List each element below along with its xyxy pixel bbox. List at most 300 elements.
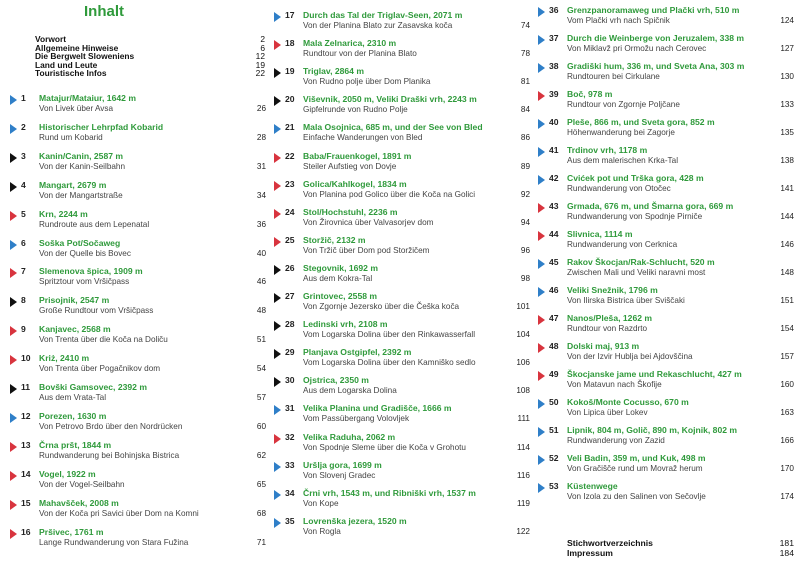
toc-entry[interactable] <box>8 527 266 557</box>
tour-page: 154 <box>780 324 794 333</box>
tour-page: 26 <box>256 104 266 113</box>
tour-number: 48 <box>549 341 559 351</box>
tour-route: Von Ilirska Bistrica über Sviščaki <box>567 296 685 305</box>
difficulty-black-triangle-icon <box>274 349 281 359</box>
difficulty-blue-triangle-icon <box>538 259 545 269</box>
tour-title: Prisojnik, 2547 m <box>39 295 110 306</box>
difficulty-black-triangle-icon <box>274 293 281 303</box>
difficulty-red-triangle-icon <box>538 203 545 213</box>
front-matter-page: 22 <box>255 68 265 79</box>
tour-number: 3 <box>21 150 26 161</box>
front-matter-label: Allgemeine Hinweise <box>35 42 119 53</box>
tour-route: Von Rogla <box>303 526 341 536</box>
tour-route: Von Planina pod Golico über die Koča na Golici <box>303 189 476 199</box>
tour-title: Boč, 978 m <box>567 89 613 99</box>
tour-route: Lange Rundwanderung von Stara Fužina <box>39 537 189 547</box>
toc-entry[interactable] <box>536 369 794 399</box>
tour-title: Grmada, 676 m, und Šmarna gora, 669 m <box>567 201 734 211</box>
difficulty-red-triangle-icon <box>538 371 545 381</box>
tour-title: Baba/Frauenkogel, 1891 m <box>303 150 412 161</box>
tour-route: Gipfelrunde von Rudno Polje <box>303 105 408 115</box>
back-matter-list <box>567 538 794 558</box>
toc-entry[interactable] <box>8 324 266 354</box>
toc-entry[interactable] <box>536 201 794 231</box>
tour-route: Von Petrovo Brdo über den Nordrücken <box>39 421 183 431</box>
front-matter-item[interactable] <box>35 69 265 78</box>
tour-number: 42 <box>549 173 559 183</box>
tour-title: Durch die Weinberge von Jeruzalem, 338 m <box>567 33 745 43</box>
toc-entry[interactable] <box>272 66 530 96</box>
toc-entry[interactable] <box>272 432 530 462</box>
tour-page: 81 <box>520 77 530 87</box>
toc-entry[interactable] <box>8 382 266 412</box>
tour-route: Rundwanderung von Otočec <box>567 184 671 193</box>
toc-entry[interactable] <box>8 93 266 123</box>
tour-page: 71 <box>256 537 266 547</box>
toc-entry[interactable] <box>536 285 794 315</box>
toc-entry[interactable] <box>8 411 266 441</box>
tour-number: 14 <box>21 468 31 479</box>
toc-entry[interactable] <box>272 488 530 518</box>
tour-number: 23 <box>285 178 295 189</box>
tour-number: 29 <box>285 347 295 358</box>
tour-page: 89 <box>520 161 530 171</box>
tour-page: 68 <box>256 508 266 518</box>
toc-entry[interactable] <box>272 10 530 40</box>
toc-entry[interactable] <box>8 209 266 239</box>
tour-route: Von der Vogel-Seilbahn <box>39 479 125 489</box>
difficulty-blue-triangle-icon <box>538 63 545 73</box>
tour-route: Aus dem malerischen Krka-Tal <box>567 156 679 165</box>
back-matter-page: 181 <box>779 538 794 548</box>
toc-entry[interactable] <box>536 89 794 119</box>
tour-title: Cvićek pot und Trška gora, 428 m <box>567 173 704 183</box>
tour-page: 114 <box>516 442 530 452</box>
tour-title: Matajur/Mataiur, 1642 m <box>39 93 136 103</box>
difficulty-blue-triangle-icon <box>538 427 545 437</box>
difficulty-blue-triangle-icon <box>538 35 545 45</box>
tour-title: Trdinov vrh, 1178 m <box>567 145 648 155</box>
difficulty-blue-triangle-icon <box>10 240 17 250</box>
difficulty-blue-triangle-icon <box>10 95 17 105</box>
difficulty-red-triangle-icon <box>538 231 545 241</box>
tour-route: Von Trenta über die Koča na Doliču <box>39 335 168 345</box>
difficulty-blue-triangle-icon <box>10 413 17 423</box>
tour-page: 106 <box>516 358 530 368</box>
difficulty-red-triangle-icon <box>10 355 17 365</box>
toc-entry[interactable] <box>8 295 266 325</box>
tour-page: 28 <box>256 132 266 142</box>
front-matter-page: 12 <box>255 51 265 62</box>
tour-number: 41 <box>549 145 559 155</box>
tour-title: Dolski maj, 913 m <box>567 341 640 351</box>
tour-route: Zwischen Mali und Veliki naravni most <box>567 268 706 277</box>
tour-title: Viševnik, 2050 m, Veliki Draški vrh, 2243 m <box>303 94 477 105</box>
tour-route: Rundwanderung von Spodnje Pirniče <box>567 212 703 221</box>
tour-number: 45 <box>549 257 559 267</box>
tour-number: 30 <box>285 375 295 386</box>
tour-title: Gradiški hum, 336 m, und Sveta Ana, 303 m <box>567 61 745 71</box>
difficulty-blue-triangle-icon <box>274 124 281 134</box>
difficulty-red-triangle-icon <box>10 442 17 452</box>
tour-number: 21 <box>285 122 295 133</box>
tour-title: Kanin/Canin, 2587 m <box>39 150 124 161</box>
tour-number: 7 <box>21 266 26 277</box>
toc-entry[interactable] <box>536 5 794 35</box>
difficulty-red-triangle-icon <box>10 326 17 336</box>
tour-route: Von der Izvir Hublja bei Ajdovščina <box>567 352 693 361</box>
tour-route: Von Gračišče rund um Movraž herum <box>567 464 703 473</box>
tour-number: 11 <box>21 382 31 392</box>
difficulty-black-triangle-icon <box>274 265 281 275</box>
tour-page: 157 <box>780 352 794 361</box>
tour-number: 49 <box>549 369 559 379</box>
tour-route: Rundwanderung von Zazid <box>567 436 665 445</box>
toc-entry[interactable] <box>272 122 530 152</box>
tour-title: Kokoš/Monte Cocusso, 670 m <box>567 397 689 407</box>
toc-entry[interactable] <box>536 257 794 287</box>
tour-number: 40 <box>549 117 559 127</box>
tour-number: 16 <box>21 526 31 537</box>
difficulty-red-triangle-icon <box>274 153 281 163</box>
tour-title: Durch das Tal der Triglav-Seen, 2071 m <box>303 10 463 20</box>
tour-number: 19 <box>285 66 295 77</box>
tour-route: Aus dem Vrata-Tal <box>39 393 107 402</box>
tour-route: Von Tržič über Dom pod Storžičem <box>303 245 430 255</box>
tour-title: Uršlja gora, 1699 m <box>303 459 382 470</box>
tour-page: 148 <box>780 268 794 277</box>
tour-page: 48 <box>256 306 266 316</box>
tour-title: Soška Pot/Sočaweg <box>39 237 121 248</box>
difficulty-blue-triangle-icon <box>538 287 545 297</box>
difficulty-red-triangle-icon <box>10 500 17 510</box>
tour-title: Triglav, 2864 m <box>303 66 364 77</box>
difficulty-red-triangle-icon <box>274 434 281 444</box>
tour-route: Von Miklavž pri Ormožu nach Cerovec <box>567 44 707 53</box>
tour-page: 130 <box>780 72 794 81</box>
tour-number: 53 <box>549 481 559 491</box>
front-matter-label: Land und Leute <box>35 59 98 70</box>
difficulty-red-triangle-icon <box>10 529 17 539</box>
tour-number: 36 <box>549 5 559 15</box>
tour-title: Mala Zelnarica, 2310 m <box>303 38 397 49</box>
tour-number: 25 <box>285 234 295 245</box>
tour-page: 101 <box>516 302 530 311</box>
tour-route: Von Slovenj Gradec <box>303 470 376 480</box>
toc-entry[interactable] <box>272 151 530 181</box>
toc-entry[interactable] <box>272 375 530 405</box>
tour-page: 98 <box>520 273 530 283</box>
tour-number: 9 <box>21 324 26 335</box>
back-matter-label: Stichwortverzeichnis <box>567 538 653 548</box>
toc-entry[interactable] <box>536 117 794 147</box>
tour-title: Slivnica, 1114 m <box>567 229 633 239</box>
tour-number: 33 <box>285 459 295 470</box>
difficulty-black-triangle-icon <box>10 182 17 192</box>
tour-route: Von der Kanin-Seilbahn <box>39 161 126 171</box>
tour-number: 24 <box>285 206 295 217</box>
front-matter-label: Vorwort <box>35 34 67 44</box>
tour-title: Črni vrh, 1543 m, und Ribniški vrh, 1537 m <box>303 487 476 498</box>
tour-title: Mangart, 2679 m <box>39 179 107 190</box>
tour-number: 4 <box>21 179 26 190</box>
front-matter-list <box>35 35 265 78</box>
tour-number: 26 <box>285 262 295 273</box>
tour-title: Veliki Snežnik, 1796 m <box>567 285 658 295</box>
difficulty-black-triangle-icon <box>10 384 17 394</box>
toc-entry[interactable] <box>536 341 794 371</box>
tour-number: 28 <box>285 319 295 330</box>
tour-number: 27 <box>285 291 295 301</box>
toc-column-3 <box>536 0 794 562</box>
tour-title: Mala Osojnica, 685 m, und der See von Bled <box>303 122 483 133</box>
tour-route: Rundroute aus dem Lepenatal <box>39 219 150 229</box>
difficulty-blue-triangle-icon <box>10 124 17 134</box>
difficulty-red-triangle-icon <box>274 181 281 191</box>
tour-number: 43 <box>549 201 559 211</box>
tour-route: Aus dem Logarska Dolina <box>303 386 397 396</box>
toc-entry[interactable] <box>536 33 794 63</box>
tour-page: 84 <box>520 105 530 115</box>
tour-route: Rundwanderung von Cerknica <box>567 240 678 249</box>
tour-page: 36 <box>256 219 266 229</box>
tour-title: Golica/Kahlkogel, 1834 m <box>303 178 407 189</box>
tour-route: Vom Passübergang Volovljek <box>303 414 410 424</box>
toc-entry[interactable] <box>536 397 794 427</box>
toc-entry[interactable] <box>8 266 266 296</box>
tour-title: Planjava Ostgipfel, 2392 m <box>303 347 412 358</box>
tour-page: 127 <box>780 44 794 53</box>
tour-page: 135 <box>780 128 794 137</box>
toc-entry[interactable] <box>272 347 530 377</box>
tour-route: Rundtouren bei Cirkulane <box>567 72 660 81</box>
toc-entry[interactable] <box>536 425 794 455</box>
tour-page: 141 <box>780 184 794 193</box>
toc-entry[interactable] <box>536 145 794 175</box>
difficulty-blue-triangle-icon <box>274 405 281 415</box>
toc-entry[interactable] <box>536 453 794 483</box>
tour-number: 8 <box>21 295 26 306</box>
front-matter-page: 19 <box>255 59 265 70</box>
tour-route: Von Rudno polje über Dom Planika <box>303 77 431 87</box>
tour-page: 116 <box>516 470 530 480</box>
tour-route: Von der Koča pri Savici über Dom na Komni <box>39 508 199 518</box>
tour-page: 57 <box>256 393 266 402</box>
toc-entry[interactable] <box>272 319 530 349</box>
tour-number: 10 <box>21 353 31 364</box>
tour-page: 54 <box>256 364 266 374</box>
tour-page: 60 <box>256 421 266 431</box>
tour-title: Küstenwege <box>567 481 618 491</box>
tour-title: Ledinski vrh, 2108 m <box>303 319 388 330</box>
tour-title: Velika Raduha, 2062 m <box>303 431 396 442</box>
toc-entry[interactable] <box>8 238 266 268</box>
tour-page: 65 <box>256 479 266 489</box>
toc-column-2 <box>272 0 530 562</box>
toc-entry[interactable] <box>272 516 530 546</box>
difficulty-blue-triangle-icon <box>538 147 545 157</box>
difficulty-red-triangle-icon <box>274 209 281 219</box>
tour-route: Von Žirovnica über Valvasorjev dom <box>303 217 434 227</box>
toc-entry[interactable] <box>272 460 530 490</box>
tour-route: Vom Plački vrh nach Spičnik <box>567 16 670 25</box>
tour-route: Rundtour von Zgornje Poljčane <box>567 100 680 109</box>
tour-route: Von Lipica über Lokev <box>567 408 648 417</box>
tour-title: Pršivec, 1761 m <box>39 526 104 537</box>
difficulty-black-triangle-icon <box>10 153 17 163</box>
page-title: Inhalt <box>84 3 124 20</box>
front-matter-page: 2 <box>260 34 265 44</box>
tour-route: Rundtour von Razdrto <box>567 324 648 333</box>
tour-page: 170 <box>780 464 794 473</box>
difficulty-black-triangle-icon <box>274 96 281 106</box>
tour-title: Kriż, 2410 m <box>39 353 90 364</box>
tour-number: 47 <box>549 313 559 323</box>
tour-page: 160 <box>780 380 794 389</box>
tour-title: Storžič, 2132 m <box>303 234 366 245</box>
difficulty-red-triangle-icon <box>538 315 545 325</box>
toc-entry[interactable] <box>536 481 794 511</box>
tour-title: Nanos/Pleša, 1262 m <box>567 313 653 323</box>
toc-entry[interactable] <box>272 403 530 433</box>
front-matter-label: Die Bergwelt Sloweniens <box>35 51 135 62</box>
tour-number: 38 <box>549 61 559 71</box>
back-matter-item[interactable] <box>567 548 794 558</box>
tour-number: 44 <box>549 229 559 239</box>
tour-page: 151 <box>780 296 794 305</box>
tour-number: 12 <box>21 410 31 421</box>
tour-page: 62 <box>256 450 266 460</box>
difficulty-blue-triangle-icon <box>274 12 281 22</box>
tour-route: Höhenwanderung bei Zagorje <box>567 128 675 137</box>
tour-page: 133 <box>780 100 794 109</box>
difficulty-black-triangle-icon <box>10 297 17 307</box>
tour-page: 78 <box>520 49 530 59</box>
difficulty-red-triangle-icon <box>10 471 17 481</box>
tour-page: 122 <box>516 526 530 536</box>
toc-entry[interactable] <box>272 38 530 68</box>
tour-title: Bovški Gamsovec, 2392 m <box>39 382 147 392</box>
difficulty-red-triangle-icon <box>10 211 17 221</box>
tour-title: Velika Planina und Gradišče, 1666 m <box>303 403 452 414</box>
tour-title: Rakov Škocjan/Rak-Schlucht, 520 m <box>567 257 715 267</box>
toc-entry[interactable] <box>272 263 530 293</box>
tour-page: 138 <box>780 156 794 165</box>
tour-number: 5 <box>21 208 26 219</box>
tour-page: 174 <box>780 492 794 501</box>
tour-page: 51 <box>256 335 266 345</box>
toc-entry[interactable] <box>8 440 266 470</box>
tour-title: Pleše, 866 m, und Sveta gora, 852 m <box>567 117 715 127</box>
tour-page: 163 <box>780 408 794 417</box>
tour-page: 86 <box>520 133 530 143</box>
tour-route: Von Spodnje Sleme über die Koča v Grohotu <box>303 442 466 452</box>
tour-number: 1 <box>21 93 26 103</box>
toc-column-1 <box>8 0 266 562</box>
toc-entry[interactable] <box>8 180 266 210</box>
toc-entry[interactable] <box>8 151 266 181</box>
toc-entry[interactable] <box>536 61 794 91</box>
tour-page: 144 <box>780 212 794 221</box>
back-matter-page: 184 <box>779 548 794 558</box>
tour-route: Rund um Kobarid <box>39 132 103 142</box>
difficulty-blue-triangle-icon <box>538 119 545 129</box>
toc-entry[interactable] <box>272 291 530 321</box>
difficulty-blue-triangle-icon <box>274 518 281 528</box>
tour-page: 124 <box>780 16 794 25</box>
back-matter-label: Impressum <box>567 548 613 558</box>
tour-route: Von Trenta über Pogačnikov dom <box>39 364 161 374</box>
tour-title: Veli Badin, 359 m, und Kuk, 498 m <box>567 453 706 463</box>
difficulty-blue-triangle-icon <box>274 490 281 500</box>
toc-entry[interactable] <box>8 353 266 383</box>
tour-page: 111 <box>517 414 530 424</box>
tour-route: Von Livek über Avsa <box>39 104 114 113</box>
tour-route: Aus dem Kokra-Tal <box>303 273 373 283</box>
tour-title: Ojstrica, 2350 m <box>303 375 369 386</box>
tour-title: Lipnik, 804 m, Golič, 890 m, Kojnik, 802 m <box>567 425 738 435</box>
tour-page: 96 <box>520 245 530 255</box>
toc-entry[interactable] <box>272 235 530 265</box>
tour-title: Krn, 2244 m <box>39 208 88 219</box>
tour-page: 119 <box>516 498 530 508</box>
difficulty-red-triangle-icon <box>10 268 17 278</box>
tour-number: 13 <box>21 439 31 450</box>
toc-entry[interactable] <box>272 94 530 124</box>
tour-page: 92 <box>520 189 530 199</box>
tour-route: Vom Logarska Dolina über den Rinkawasserfall <box>303 330 476 340</box>
tour-route: Einfache Wanderungen von Bled <box>303 133 423 143</box>
tour-title: Grintovec, 2558 m <box>303 291 378 301</box>
difficulty-black-triangle-icon <box>274 68 281 78</box>
difficulty-blue-triangle-icon <box>538 7 545 17</box>
tour-page: 46 <box>256 277 266 287</box>
tour-title: Lovrenška jezera, 1520 m <box>303 515 407 526</box>
tour-number: 22 <box>285 150 295 161</box>
difficulty-blue-triangle-icon <box>274 462 281 472</box>
toc-entry[interactable] <box>8 122 266 152</box>
toc-entry[interactable] <box>8 469 266 499</box>
toc-entry[interactable] <box>536 173 794 203</box>
tour-title: Slemenova špica, 1909 m <box>39 266 143 277</box>
tour-number: 17 <box>285 10 295 20</box>
tour-number: 50 <box>549 397 559 407</box>
tour-title: Stegovnik, 1692 m <box>303 262 378 273</box>
tour-title: Stol/Hochstuhl, 2236 m <box>303 206 398 217</box>
tour-route: Von Zgornje Jezersko über die Češka koča <box>303 302 460 311</box>
toc-entry[interactable] <box>272 179 530 209</box>
tour-route: Steiler Aufstieg von Dovje <box>303 161 397 171</box>
tour-title: Kanjavec, 2568 m <box>39 324 111 335</box>
tour-number: 15 <box>21 497 31 508</box>
tour-number: 2 <box>21 121 26 132</box>
difficulty-black-triangle-icon <box>274 321 281 331</box>
tour-route: Vom Logarska Dolina über den Kamniško sedlo <box>303 358 476 368</box>
difficulty-blue-triangle-icon <box>538 399 545 409</box>
toc-entry[interactable] <box>8 498 266 528</box>
back-matter-item[interactable] <box>567 538 794 548</box>
difficulty-red-triangle-icon <box>538 91 545 101</box>
toc-entry[interactable] <box>272 207 530 237</box>
front-matter-label: Touristische Infos <box>35 68 107 79</box>
tour-route: Von der Quelle bis Bovec <box>39 248 131 258</box>
toc-entry[interactable] <box>536 229 794 259</box>
tour-number: 52 <box>549 453 559 463</box>
tour-number: 18 <box>285 38 295 49</box>
toc-entry[interactable] <box>536 313 794 343</box>
tour-number: 34 <box>285 487 295 498</box>
tour-page: 108 <box>516 386 530 396</box>
